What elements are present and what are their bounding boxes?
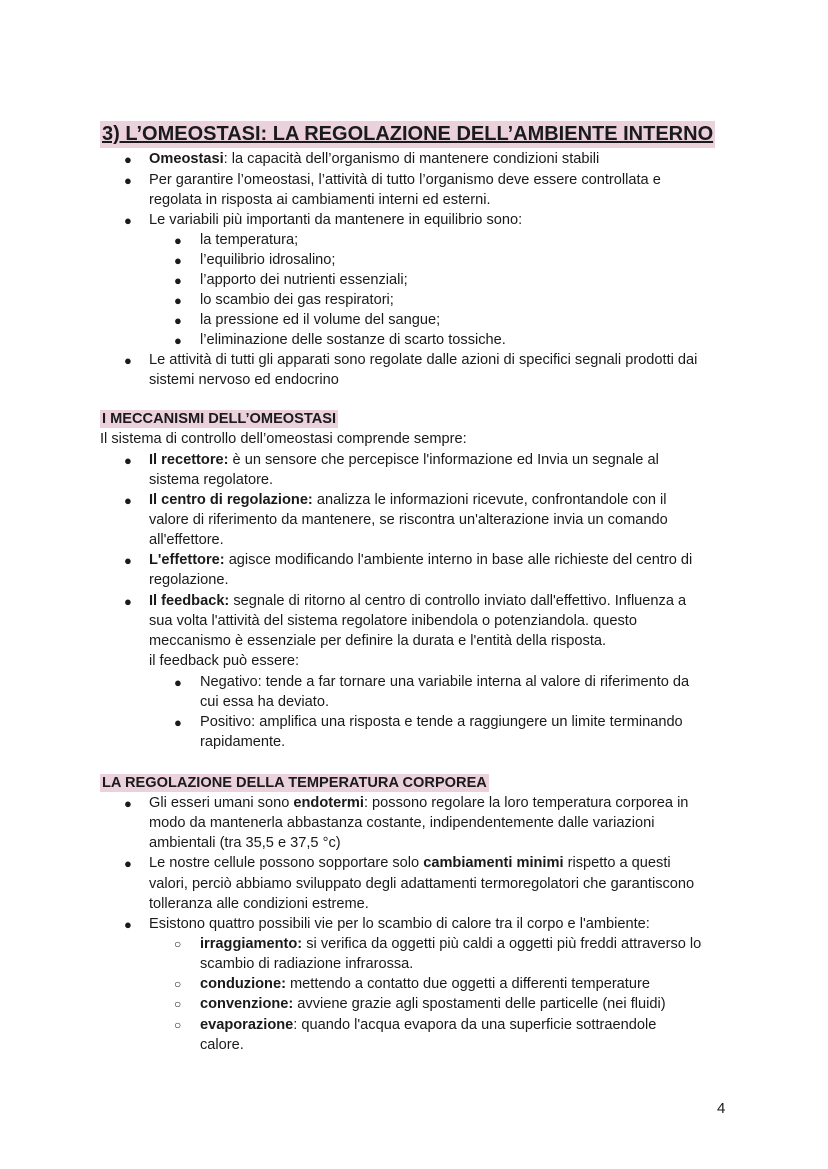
section-lead: Il sistema di controllo dell’omeostasi comprende sempre: <box>100 431 467 447</box>
variable-item: l’equilibrio idrosalino; <box>200 252 336 268</box>
bullet-dot: ● <box>174 675 182 690</box>
feedback-negative: Negativo: tende a far tornare una variabile interna al valore di riferimento da <box>200 674 690 690</box>
hollow-bullet: ○ <box>174 937 182 951</box>
text-line: sua volta l'attività del sistema regolatore inibendola o potenziandola. questo <box>149 613 637 629</box>
text-line: meccanismo è essenziale per definire la durata e l'entità della risposta. <box>149 633 607 649</box>
bullet-dot: ● <box>124 152 132 167</box>
text-line: regolazione. <box>149 572 229 588</box>
hollow-bullet: ○ <box>174 1018 182 1032</box>
text-line: all'effettore. <box>149 532 224 548</box>
bullet-dot: ● <box>174 715 182 730</box>
text-line: calore. <box>200 1037 244 1053</box>
text-line: valori, perciò abbiamo sviluppato degli adattamenti termoregolatori che garantiscono <box>149 876 695 892</box>
section-heading-mechanisms: I MECCANISMI DELL’OMEOSTASI <box>102 411 337 427</box>
text-line: cui essa ha deviato. <box>200 694 329 710</box>
text-line: modo da mantenerla abbastanza costante, indipendentemente dalle variazioni <box>149 815 655 831</box>
text-line: sistema regolatore. <box>149 472 274 488</box>
text-line: valore di riferimento da mantenere, se riscontra un'alterazione invia un comando <box>149 512 668 528</box>
centro-item: Il centro di regolazione: analizza le informazioni ricevute, confrontandole con il <box>149 492 667 508</box>
bullet-dot: ● <box>124 493 132 508</box>
text-line: rapidamente. <box>200 734 286 750</box>
variable-item: l’eliminazione delle sostanze di scarto tossiche. <box>200 332 506 348</box>
bullet-dot: ● <box>124 213 132 228</box>
effettore-item: L'effettore: agisce modificando l'ambiente interno in base alle richieste del centro di <box>149 552 693 568</box>
text-line: scambio di radiazione infrarossa. <box>200 956 414 972</box>
text-line: ambientali (tra 35,5 e 37,5 °c) <box>149 835 341 851</box>
convenzione-item: convenzione: avviene grazie agli spostamenti delle particelle (nei fluidi) <box>200 996 666 1012</box>
bullet-dot: ● <box>124 173 132 188</box>
bullet-dot: ● <box>174 233 182 248</box>
text-line: il feedback può essere: <box>149 653 300 669</box>
hollow-bullet: ○ <box>174 977 182 991</box>
variable-item: la pressione ed il volume del sangue; <box>200 312 441 328</box>
bullet-dot: ● <box>174 333 182 348</box>
variable-item: lo scambio dei gas respiratori; <box>200 292 394 308</box>
recettore-item: Il recettore: è un sensore che percepisce l'informazione ed Invia un segnale al <box>149 452 659 468</box>
bullet-dot: ● <box>124 353 132 368</box>
bullet-dot: ● <box>124 856 132 871</box>
bullet-dot: ● <box>124 553 132 568</box>
cambiamenti-item: Le nostre cellule possono sopportare solo cambiamenti minimi rispetto a questi <box>149 855 671 871</box>
text-line: Per garantire l’omeostasi, l’attività di tutto l’organismo deve essere controllata e <box>149 172 661 188</box>
page-number: 4 <box>717 1100 726 1117</box>
feedback-item: Il feedback: segnale di ritorno al centro di controllo inviato dall'effettivo. Influenza a <box>149 593 687 609</box>
text-line: Esistono quattro possibili vie per lo scambio di calore tra il corpo e l'ambiente: <box>149 916 650 932</box>
bullet-dot: ● <box>124 796 132 811</box>
variable-item: la temperatura; <box>200 232 299 248</box>
text-line: Le attività di tutti gli apparati sono regolate dalle azioni di specifici segnali prodotti dai <box>149 352 698 368</box>
irraggiamento-item: irraggiamento: si verifica da oggetti più caldi a oggetti più freddi attraverso lo <box>200 936 702 952</box>
feedback-positive: Positivo: amplifica una risposta e tende a raggiungere un limite terminando <box>200 714 683 730</box>
text-line: regolata in risposta ai cambiamenti interni ed esterni. <box>149 192 491 208</box>
bullet-dot: ● <box>174 273 182 288</box>
bullet-dot: ● <box>124 453 132 468</box>
text-line: Le variabili più importanti da mantenere in equilibrio sono: <box>149 212 523 228</box>
endotermi-item: Gli esseri umani sono endotermi: possono regolare la loro temperatura corporea in <box>149 795 689 811</box>
evaporazione-item: evaporazione: quando l'acqua evapora da una superficie sottraendole <box>200 1017 657 1033</box>
text-line: sistemi nervoso ed endocrino <box>149 372 339 388</box>
variable-item: l’apporto dei nutrienti essenziali; <box>200 272 408 288</box>
page-title: 3) L’OMEOSTASI: LA REGOLAZIONE DELL’AMBIENTE INTERNO <box>100 121 715 148</box>
bullet-dot: ● <box>124 594 132 609</box>
bullet-dot: ● <box>174 313 182 328</box>
section-heading-temperature: LA REGOLAZIONE DELLA TEMPERATURA CORPOREA <box>102 775 487 791</box>
conduzione-item: conduzione: mettendo a contatto due oggetti a differenti temperature <box>200 976 650 992</box>
bullet-dot: ● <box>174 253 182 268</box>
bullet-dot: ● <box>124 917 132 932</box>
omeostasi-definition: Omeostasi: la capacità dell’organismo di mantenere condizioni stabili <box>149 151 600 167</box>
text-line: tolleranza alle condizioni estreme. <box>149 896 369 912</box>
hollow-bullet: ○ <box>174 997 182 1011</box>
bullet-dot: ● <box>174 293 182 308</box>
